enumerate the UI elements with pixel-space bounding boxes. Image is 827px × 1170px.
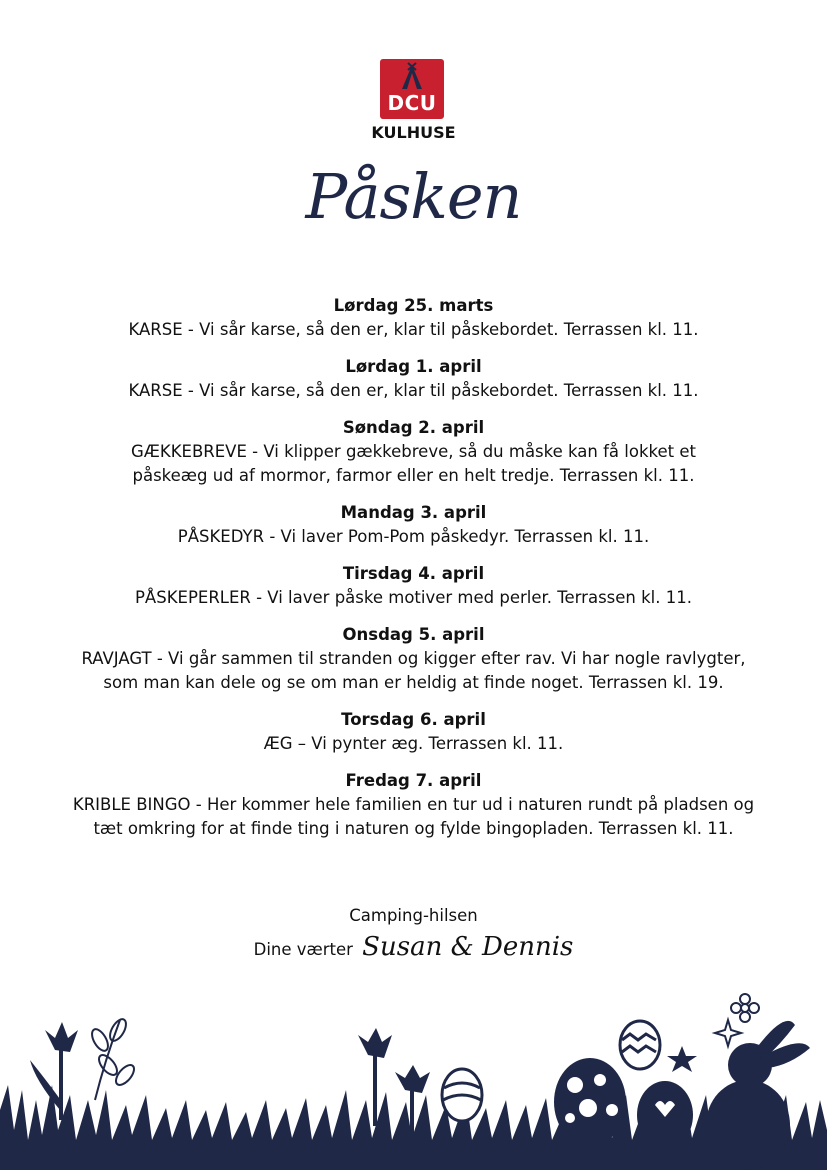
event-date: Fredag 7. april xyxy=(345,771,482,790)
event-description: GÆKKEBREVE - Vi klipper gækkebreve, så du måske kan få lokket et påskeæg ud af mormor, farmor eller en helt tredje. Terrassen kl. 11. xyxy=(131,442,696,485)
event-item xyxy=(10,294,817,342)
event-date: Onsdag 5. april xyxy=(342,625,485,644)
leaf-sprig xyxy=(89,1017,138,1100)
event-description: KARSE - Vi sår karse, så den er, klar til påskebordet. Terrassen kl. 11. xyxy=(128,381,699,400)
egg-hearts xyxy=(637,1081,693,1149)
event-list xyxy=(10,294,817,854)
page-title: Påsken xyxy=(305,160,522,233)
event-date: Mandag 3. april xyxy=(340,503,487,522)
event-item xyxy=(10,623,817,695)
event-item xyxy=(10,562,817,610)
event-item xyxy=(10,416,817,488)
egg-zigzag xyxy=(620,1021,660,1069)
hosts-signature: Susan & Dennis xyxy=(362,932,574,962)
event-item xyxy=(10,708,817,756)
event-date: Lørdag 25. marts xyxy=(333,296,494,315)
event-description: RAVJAGT - Vi går sammen til stranden og kigger efter rav. Vi har nogle ravlygter, som man kan dele og se om man er heldig at finde noget. Terrassen kl. 19. xyxy=(81,649,746,692)
event-date: Torsdag 6. april xyxy=(341,710,486,729)
event-description: ÆG – Vi pynter æg. Terrassen kl. 11. xyxy=(263,734,564,753)
event-date: Søndag 2. april xyxy=(342,418,485,437)
event-item xyxy=(10,769,817,841)
event-description: PÅSKEDYR - Vi laver Pom-Pom påskedyr. Terrassen kl. 11. xyxy=(177,527,650,546)
egg-striped xyxy=(442,1069,482,1121)
flower-icon xyxy=(731,994,759,1022)
event-item xyxy=(10,355,817,403)
event-description: KRIBLE BINGO - Her kommer hele familien en tur ud i naturen rundt på pladsen og tæt omkring for at finde ting i naturen og fylde bingopladen. Terrassen kl. 11. xyxy=(72,795,755,838)
dcu-logo xyxy=(380,59,444,119)
event-date: Lørdag 1. april xyxy=(345,357,482,376)
easter-illustration xyxy=(0,990,827,1170)
event-description: PÅSKEPERLER - Vi laver påske motiver med perler. Terrassen kl. 11. xyxy=(134,588,692,607)
hosts-signoff xyxy=(0,932,827,965)
event-date: Tirsdag 4. april xyxy=(342,564,485,583)
egg-dotted xyxy=(554,1058,626,1146)
event-description: KARSE - Vi sår karse, så den er, klar til påskebordet. Terrassen kl. 11. xyxy=(128,320,699,339)
location-name: KULHUSE xyxy=(371,123,456,142)
sparkle-icon xyxy=(715,1020,741,1046)
star-icon xyxy=(667,1046,697,1072)
event-item xyxy=(10,501,817,549)
greeting: Camping-hilsen xyxy=(349,906,478,925)
logo-text: DCU xyxy=(387,91,437,115)
hosts-prefix: Dine værter xyxy=(253,940,353,959)
